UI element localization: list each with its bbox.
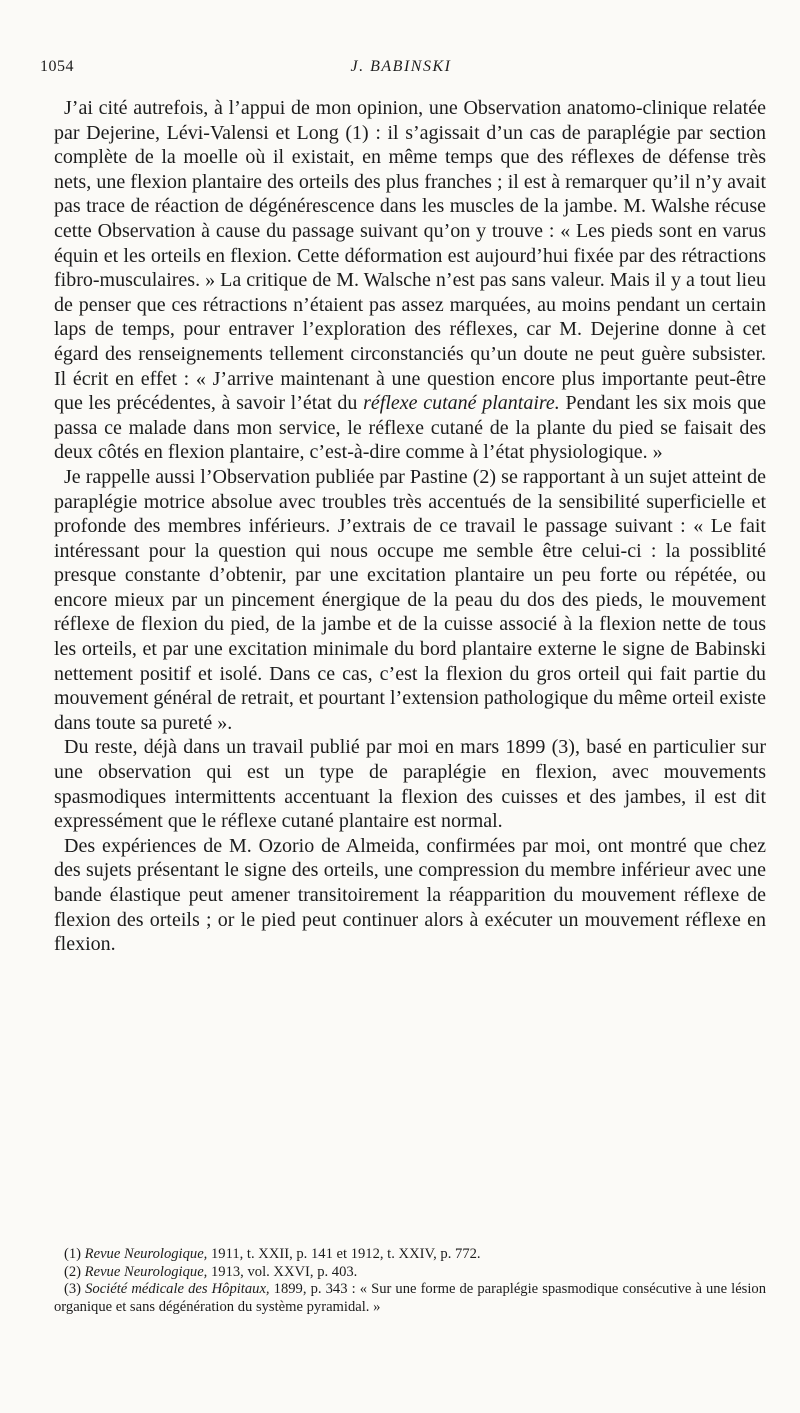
footnote-1: (1) Revue Neurologique, 1911, t. XXII, p. 141 et 1912, t. XXIV, p. 772. [64,1246,481,1262]
page-number: 1054 [40,58,74,75]
paragraph-2: Je rappelle aussi l’Observation publiée par Pastine (2) se rapportant à un sujet atteint de paraplégie motrice absolue avec troubles très accentués de la sensibilité superficielle et profonde des membres inférieurs. J’extrais de ce travail le passage suivant : « Le fait intéressant pour la question qui nous occupe me semble être celui-ci : la possiblité presque constante d’obtenir, par une excitation plantaire un peu forte ou répétée, ou encore mieux par un pincement énergique de la peau du dos des pieds, le mouvement réflexe de flexion du pied, de la jambe et de la cuisse associé à la flexion nette de tous les orteils, et par une excitation minimale du bord plantaire externe le signe de Babinski nettement positif et isolé. Dans ce cas, c’est la flexion du gros orteil qui fait partie du mouvement général de retrait, et pourtant l’extension pathologique du même orteil existe dans toute sa pureté ». [54,465,766,734]
main-text [54,96,766,957]
footnote-2: (2) Revue Neurologique, 1913, vol. XXVI, p. 403. [64,1263,358,1280]
footnotes [54,1246,766,1316]
paragraph-4: Des expériences de M. Ozorio de Almeida, confirmées par moi, ont montré que chez des sujets présentant le signe des orteils, une compression du membre inférieur avec une bande élastique peut amener transitoirement la réapparition du mouvement réflexe de flexion des orteils ; or le pied peut continuer alors à exécuter un mouvement réflexe en flexion. [54,834,766,956]
paragraph-1: J’ai cité autrefois, à l’appui de mon opinion, une Observation anatomo-clinique relatée par Dejerine, Lévi-Valensi et Long (1) : il s’agissait d’un cas de paraplégie par section complète de la moelle où il existait, en même temps que des réflexes de défense très nets, une flexion plantaire des orteils des plus franches ; il est à remarquer qu’il n’y avait pas trace de réaction de dégénérescence dans les muscles de la jambe. M. Walshe récuse cette Observation à cause du passage suivant qu’on y trouve : « Les pieds sont en varus équin et les orteils en flexion. Cette déformation est aujourd’hui fixée par des rétractions fibro-musculaires. » La critique de M. Walsche n’est pas sans valeur. Mais il y a tout lieu de penser que ces rétractions n’étaient pas assez marquées, au moins pendant un certain laps de temps, pour entraver l’exploration des réflexes, car M. Dejerine donne à cet égard des renseignements tellement circonstanciés qu’un doute ne peut guère subsister. Il écrit en effet : « J’arrive maintenant à une question encore plus importante peut-être que les précédentes, à savoir l’état du réflexe cutané plantaire. Pendant les six mois que passa ce malade dans mon service, le réflexe cutané de la plante du pied se faisait des deux côtés en flexion plantaire, c’est-à-dire comme à l’état physiologique. » [54,97,767,464]
paragraph-3: Du reste, déjà dans un travail publié par moi en mars 1899 (3), basé en particulier sur une observation qui est un type de paraplégie en flexion, avec mouvements spasmodiques intermittents accentuant la flexion des cuisses et des jambes, il est dit expressément que le réflexe cutané plantaire est normal. [54,736,766,833]
emphasis-reflexe: réflexe cutané plantaire. [363,392,560,415]
running-header [40,58,762,84]
running-head-author: J. BABINSKI [350,58,452,75]
footnote-3: (3) Société médicale des Hôpitaux, 1899, p. 343 : « Sur une forme de paraplégie spasmodique consécutive à une lésion organique et sans dégénération du système pyramidal. » [54,1281,767,1315]
